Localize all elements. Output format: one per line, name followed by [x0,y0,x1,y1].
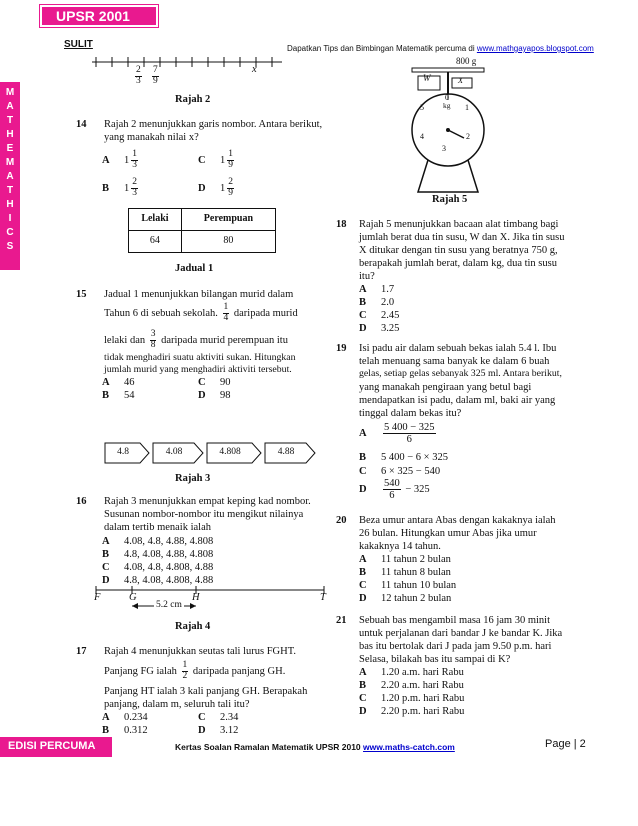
q15-line1: Jadual 1 menunjukkan bilangan murid dalam [104,289,294,300]
q17-number: 17 [76,646,87,657]
sidebar-letter: A [6,171,14,182]
q19-option-d[interactable]: D $\frac{540}{6}$ − 325 [359,478,430,502]
fg-measure-label: 5.2 cm [156,600,182,610]
q18-option-a[interactable]: A 1.7 [359,284,395,295]
q18-line1: Rajah 5 menunjukkan bacaan alat timbang bagi [359,219,559,230]
q19-line1: Isi padu air dalam sebuah bekas ialah 5.4 l. Ibu [359,343,557,354]
q16-line2: Susunan nombor-nombor itu mengikut nilainya [104,509,304,520]
q17-line2: Panjang FG ialah $\frac{1}{2}$ daripada panjang GH. [104,660,286,681]
q19-line4: yang manakah pengiraan yang betul bagi [359,382,532,393]
footer-center [175,742,455,753]
header-tips-link[interactable]: www.mathgayapos.blogspot.com [476,44,594,53]
q14-stem: Rajah 2 menunjukkan garis nombor. Antara berikut, yang manakah nilai x? [104,119,323,144]
q18-line4: berapakah jumlah berat, dalam kg, dua tin susu [359,258,557,269]
point-t-label: T [320,592,326,603]
q14-option-a[interactable]: A 1 $\frac{1}{3}$ [102,149,137,170]
q21-option-b[interactable]: B 2.20 a.m. hari Rabu [359,680,464,691]
q19-option-b[interactable]: B 5 400 − 6 × 325 [359,452,448,463]
q17-option-c[interactable]: C 2.34 [198,712,239,723]
dial-unit: kg [443,101,451,110]
sidebar-letter: M [5,157,15,168]
q16-option-b[interactable]: B 4.8, 4.08, 4.88, 4.808 [102,549,214,560]
q15-line5: jumlah murid yang menghadiri aktiviti tersebut. [104,364,292,375]
sulit-label: SULIT [64,39,93,50]
q20-line2: 26 bulan. Hitungkan umur Abas jika umur [359,528,537,539]
q19-line2: telah menuang sama banyak ke dalam 6 buah [359,356,550,367]
upsr-badge: UPSR 2001 [40,5,158,27]
dial-1: 1 [465,103,469,112]
sidebar-letter: H [6,129,14,140]
q15-option-c[interactable]: C 90 [198,377,231,388]
q20-option-d[interactable]: D 12 tahun 2 bulan [359,593,452,604]
dial-2: 2 [466,132,470,141]
mathematics-sidebar [0,82,20,270]
sidebar-letter: I [8,213,12,224]
point-f-label: F [94,592,101,603]
q19-line5: mendapatkan isi padu, dalam ml, baki air yang [359,395,556,406]
q16-number: 16 [76,496,87,507]
q19-line3: gelas, setiap gelas sebanyak 325 ml. Antara berikut, [359,368,562,379]
number-line-frac1: $\frac{2}{3}$ [136,65,141,86]
point-h-label: H [192,592,200,603]
q21-option-c[interactable]: C 1.20 p.m. hari Rabu [359,693,465,704]
q19-option-a[interactable]: A $\frac{5 400 - 325}{6}$ [359,422,435,446]
jadual1-caption: Jadual 1 [175,263,214,274]
q14-option-c[interactable]: C 1 $\frac{1}{9}$ [198,149,233,170]
sidebar-letter: M [5,87,15,98]
q15-line4: tidak menghadiri suatu aktiviti sukan. Hitungkan [104,352,296,363]
q20-number: 20 [336,515,347,526]
q19-line6: tinggal dalam bekas itu? [359,408,462,419]
header-tips-text: Dapatkan Tips dan Bimbingan Matematik percuma di [287,44,477,53]
sidebar-letter: A [6,101,14,112]
number-card-1: 4.8 [104,442,150,464]
q16-option-c[interactable]: C 4.08, 4.8, 4.808, 4.88 [102,562,214,573]
number-card-3: 4.808 [206,442,262,464]
q18-option-b[interactable]: B 2.0 [359,297,395,308]
rajah2-caption: Rajah 2 [175,94,211,105]
sidebar-letter: S [6,241,14,252]
q18-option-c[interactable]: C 2.45 [359,310,400,321]
tin-w-label: W [423,73,431,83]
q14-number: 14 [76,119,87,130]
dial-5: 5 [420,103,424,112]
jadual1-table [128,208,276,253]
q17-line1: Rajah 4 menunjukkan seutas tali lurus FGHT. [104,646,296,657]
rajah3-caption: Rajah 3 [175,473,211,484]
q15-option-d[interactable]: D 98 [198,390,231,401]
page-number: Page | 2 [545,738,586,750]
q21-option-a[interactable]: A 1.20 a.m. hari Rabu [359,667,464,678]
q20-line3: kakaknya 14 tahun. [359,541,441,552]
sidebar-letter: T [6,185,14,196]
number-card-4: 4.88 [264,442,316,464]
q15-option-a[interactable]: A 46 [102,377,135,388]
q15-line3: lelaki dan $\frac{3}{8}$ daripada murid perempuan itu [104,329,288,350]
q17-option-a[interactable]: A 0.234 [102,712,148,723]
q21-option-d[interactable]: D 2.20 p.m. hari Rabu [359,706,465,717]
q21-line1: Sebuah bas mengambil masa 16 jam 30 minit [359,615,551,626]
q16-line1: Rajah 3 menunjukkan empat keping kad nombor. [104,496,311,507]
q20-option-b[interactable]: B 11 tahun 8 bulan [359,567,451,578]
header-tips [287,44,594,54]
q16-option-d[interactable]: D 4.8, 4.08, 4.808, 4.88 [102,575,214,586]
q18-option-d[interactable]: D 3.25 [359,323,400,334]
q17-line3: Panjang HT ialah 3 kali panjang GH. Berapakah [104,686,308,697]
q17-option-b[interactable]: B 0.312 [102,725,148,736]
q21-line4: Selasa, bilakah bas itu sampai di K? [359,654,511,665]
dial-zero: 0 [445,93,449,102]
sidebar-letter: E [6,143,14,154]
q16-option-a[interactable]: A 4.08, 4.8, 4.88, 4.808 [102,536,214,547]
rajah4-caption: Rajah 4 [175,621,211,632]
q16-line3: dalam tertib menaik ialah [104,522,211,533]
q18-number: 18 [336,219,347,230]
number-line-frac2: $\frac{7}{9}$ [153,65,158,86]
q18-line3: X ditukar dengan tin susu yang beratnya 750 g, [359,245,558,256]
q21-number: 21 [336,615,347,626]
jadual1-value-perempuan: 80 [181,231,275,253]
q19-number: 19 [336,343,347,354]
q15-line2: Tahun 6 di sebuah sekolah. $\frac{1}{4}$ daripada murid [104,302,298,323]
q18-line5: itu? [359,271,375,282]
q20-option-c[interactable]: C 11 tahun 10 bulan [359,580,457,591]
weighing-scale [398,56,498,196]
q14-option-b[interactable]: B 1 $\frac{2}{3}$ [102,177,137,198]
q17-option-d[interactable]: D 3.12 [198,725,239,736]
string-diagram-rajah4 [92,584,332,614]
jadual1-header-lelaki: Lelaki [129,209,182,231]
footer-text: Kertas Soalan Ramalan Matematik UPSR 2010 [175,742,364,752]
q21-line3: bas itu bertolak dari J pada jam 9.50 p.m. hari [359,641,552,652]
footer-link[interactable]: www.maths-catch.com [363,742,455,752]
q20-line1: Beza umur antara Abas dengan kakaknya ialah [359,515,556,526]
number-card-2: 4.08 [152,442,204,464]
dial-4: 4 [420,132,424,141]
q17-line4: panjang, dalam m, seluruh tali itu? [104,699,250,710]
rajah5-caption: Rajah 5 [432,194,468,205]
sidebar-letter: T [6,115,14,126]
q21-line2: untuk perjalanan dari bandar J ke bandar K. Jika [359,628,563,639]
tin-x-label: X [458,76,463,85]
q18-line2: jumlah berat dua tin susu, W dan X. Jika tin susu [359,232,565,243]
jadual1-value-lelaki: 64 [129,231,182,253]
q19-option-c[interactable]: C 6 × 325 − 540 [359,466,441,477]
sidebar-letter: C [6,227,14,238]
sidebar-letter: H [6,199,14,210]
number-line-x-label: x [252,64,257,75]
q15-number: 15 [76,289,87,300]
weight-label: 800 g [456,56,477,66]
q15-option-b[interactable]: B 54 [102,390,135,401]
jadual1-header-perempuan: Perempuan [181,209,275,231]
q20-option-a[interactable]: A 11 tahun 2 bulan [359,554,451,565]
q14-option-d[interactable]: D 1 $\frac{2}{9}$ [198,177,233,198]
dial-3: 3 [442,144,446,153]
edisi-percuma-badge: EDISI PERCUMA [0,737,112,757]
point-g-label: G [129,592,137,603]
